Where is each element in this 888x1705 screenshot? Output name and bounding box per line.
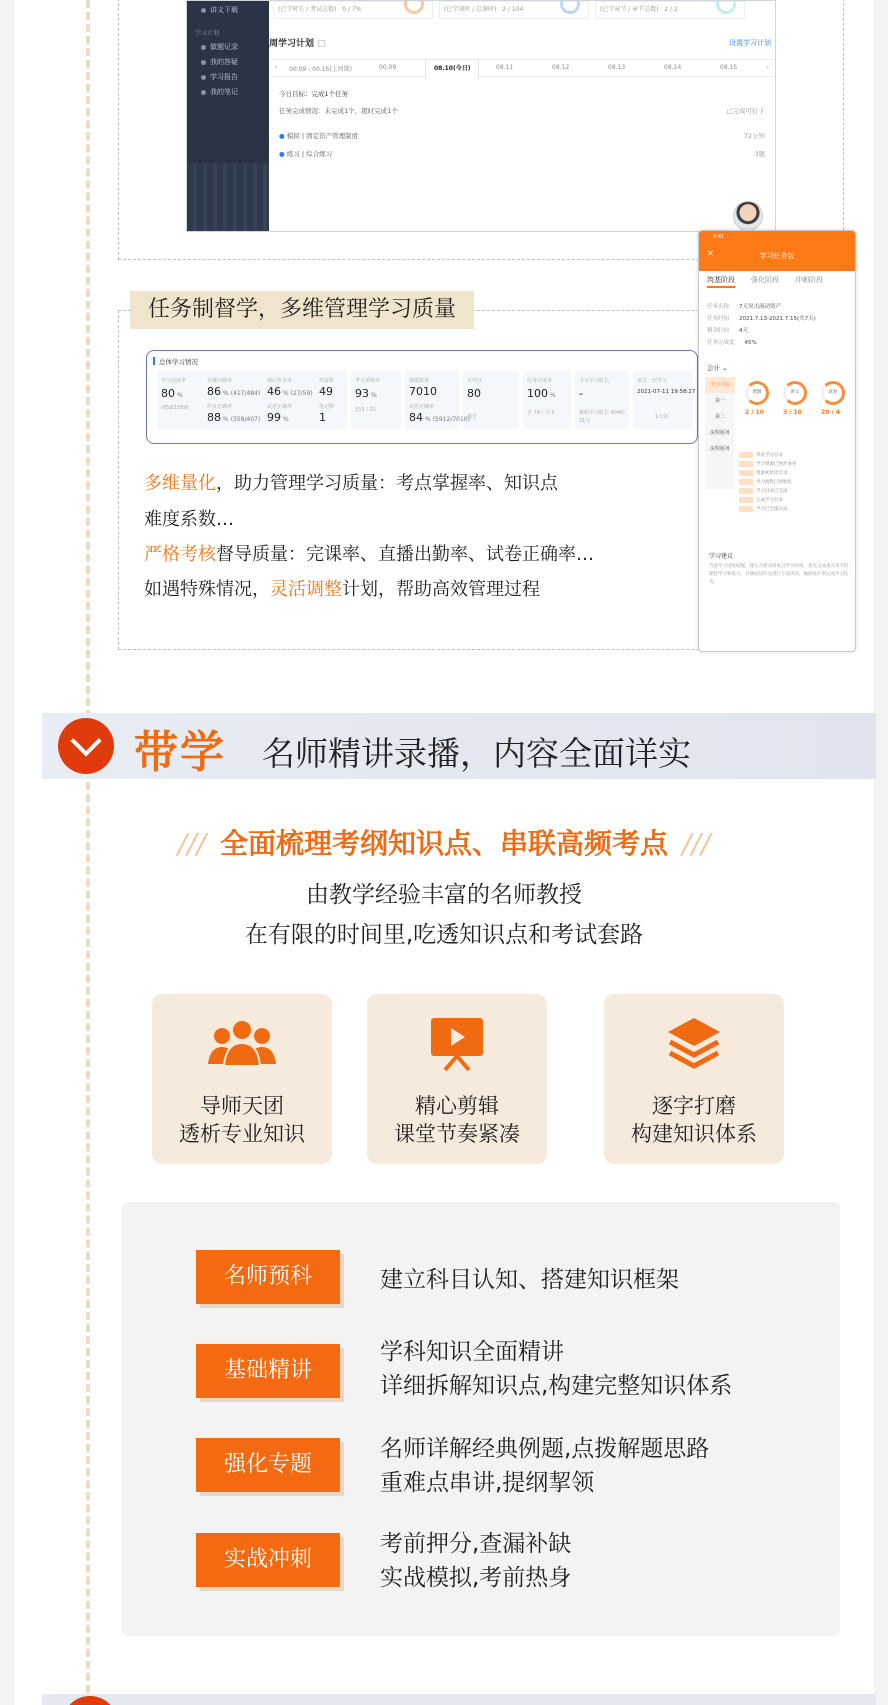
sidebar-item-handout[interactable]: 讲义下载 [201, 4, 238, 16]
date-tab[interactable]: 08.14 [664, 64, 682, 71]
feature-paragraph-line: 难度系数… [144, 509, 234, 530]
metric-label: 做题数量 [409, 378, 430, 384]
metric-label: 学习完成率 [161, 378, 187, 384]
date-tab[interactable]: 08.11 [496, 64, 514, 71]
stage-desc: 实战模拟,考前热身 [380, 1565, 572, 1591]
sidebar-item[interactable]: 我的答疑 [201, 56, 238, 68]
metric-value: 93 % [355, 387, 377, 400]
date-tab[interactable]: 08.15 [720, 64, 738, 71]
metric-label: 平均分 [467, 378, 483, 384]
metric-value: 84 % (5912/7010) [409, 411, 470, 424]
sidebar-item[interactable]: 学习报告 [201, 71, 238, 83]
section-subtitle: 名师精讲录播，内容全面详实 [262, 734, 691, 773]
metric-value: 88 % (358/407) [207, 411, 261, 424]
chevron-down-icon: ⌄ [722, 364, 728, 372]
progress-ring [560, 0, 580, 14]
side-item[interactable]: 学习目标 [705, 377, 735, 393]
dashboard-label: 总体学习情况 [159, 358, 198, 366]
ring-value: 3 / 10 [783, 409, 802, 416]
sidebar-item[interactable]: 我的笔记 [201, 86, 238, 98]
date-row [269, 59, 775, 77]
feature-card [604, 994, 784, 1164]
prev-week-arrow[interactable]: ‹ [275, 64, 278, 71]
date-tab[interactable]: 08.12 [552, 64, 570, 71]
next-week-arrow[interactable]: › [766, 64, 769, 71]
record-icon [201, 45, 206, 50]
feature-paragraph-line: 多维量化，助力管理学习质量：考点掌握率、知识点 [144, 473, 558, 494]
stage-desc: 学科知识全面精讲 [380, 1339, 564, 1365]
tab-sprint[interactable]: 冲刺阶段 [795, 276, 823, 284]
metric-value: 86 % (417/484) [207, 385, 261, 398]
task-check-toggle[interactable]: 已完成可打卡 [726, 107, 765, 115]
metric-label: 作业正确率 [207, 404, 233, 410]
phone-header [699, 231, 855, 271]
edit-icon[interactable]: ▢ [317, 39, 326, 49]
progress-ring [716, 0, 736, 14]
stage-desc: 重难点串讲,提纲挈领 [380, 1470, 595, 1496]
metric-sub: 153 / 22 [355, 407, 376, 413]
desktop-sidebar [187, 1, 269, 232]
task-item[interactable]: ● 模拟 | 固定资产管理制度 [279, 132, 359, 140]
list-item[interactable]: 学习目录已完成 [739, 487, 851, 496]
bookshelf-image [187, 163, 269, 232]
today-goal: 今日目标：完成1个任务 [279, 90, 349, 98]
phone-screenshot [698, 230, 856, 652]
sidebar-item[interactable]: 做题记录 [201, 41, 238, 53]
stage-desc: 详细拆解知识点,构建完整知识体系 [380, 1373, 733, 1399]
progress-ring [404, 0, 424, 14]
side-item[interactable]: 第一 [714, 398, 725, 404]
list-item[interactable]: 资源初始化目录 [739, 469, 851, 478]
metric-value: 49 [319, 385, 333, 398]
stage-button-strengthen[interactable]: 强化专题 [196, 1438, 340, 1492]
feature-paragraph-line: 如遇特殊情况，灵活调整计划，帮助高效管理过程 [144, 579, 540, 600]
metric-value: 99 % [267, 411, 289, 424]
metric-label: 试卷正确率 [409, 404, 435, 410]
metric-label: 课后作业率 [267, 378, 293, 384]
phone-tabs [699, 271, 855, 287]
next-section-bar [42, 1694, 876, 1705]
stage-button-sprint[interactable]: 实战冲刺 [196, 1533, 340, 1587]
label-bar [153, 357, 155, 365]
metric-label: 试卷正确率 [267, 404, 293, 410]
highlight-title: /// 全面梳理考纲知识点、串联高频考点 /// [177, 827, 711, 860]
feature-paragraph-line: 严格考核督导质量：完课率、直播出勤率、试卷正确率… [144, 544, 594, 565]
close-icon[interactable]: ✕ [707, 249, 714, 258]
metric-sub: 1天前 [655, 414, 669, 420]
note-icon [201, 90, 206, 95]
report-icon [201, 75, 206, 80]
list-item[interactable]: 学习流程已初始化 [739, 478, 851, 487]
task-meta: 3题 [754, 150, 765, 158]
metric-label: 任务完成率 [527, 378, 553, 384]
metric-value: 80 [467, 387, 481, 400]
metric-value: 1 [319, 411, 326, 424]
stat-card: (已学课时 / 总课时) 2 / 104 [439, 1, 589, 19]
desktop-main [269, 1, 775, 232]
metric-sub: 通过 [467, 414, 478, 420]
stage-button-basic[interactable]: 基础精讲 [196, 1344, 340, 1398]
chevron-down-icon [58, 718, 114, 774]
tab-foundation[interactable]: 筑基阶段 [707, 275, 735, 288]
metric-label: 最近一次学习 [637, 378, 668, 384]
task-status: 任务完成情况：未完成1个，超时完成1个 [279, 107, 398, 115]
section-pill-title: 任务制督学，多维管理学习质量 [130, 291, 474, 329]
side-item[interactable]: 第二 [714, 414, 725, 420]
metric-value: 7010 [409, 385, 437, 398]
intro-line: 由教学经验丰富的名师教授 [306, 882, 582, 908]
section-title: 带学 [134, 727, 226, 778]
date-tab[interactable]: 00.09 - 00.15(上周期) [289, 66, 353, 73]
feature-desc: 透析专业知识 [179, 1122, 305, 1146]
metric-label: 答疑数 [319, 378, 335, 384]
feature-title: 逐字打磨 [652, 1094, 736, 1118]
list-item[interactable]: 学习已全部完成 [739, 505, 851, 514]
cloud-icon [201, 8, 206, 13]
stat-card: (已学时长 / 考试总数) 0 / 7% [273, 1, 433, 19]
metric-label: 直播出勤率 [207, 378, 233, 384]
qa-icon [201, 60, 206, 65]
stage-button-preparatory[interactable]: 名师预科 [196, 1250, 340, 1304]
metric-sub: (659/1059) [161, 405, 189, 411]
metric-sub: 计 74 / 共 0 [527, 410, 555, 416]
date-tab[interactable]: 00.09 [379, 64, 397, 71]
plan-title: 周学习计划 ▢ [269, 39, 326, 49]
suggestion-title: 学习建议 [709, 553, 734, 560]
metric-sub: 累积学习时长 404时31分 [579, 410, 626, 424]
team-icon [206, 1016, 278, 1070]
metric-value: 2021-07-11 19:58:27 [637, 389, 696, 395]
task-item[interactable]: ● 练习 | 综合练习 [279, 150, 333, 158]
metric-value: 100 % [527, 387, 556, 400]
ring-value: 20 / 4 [821, 409, 840, 416]
subject-dropdown[interactable]: 会计 ⌄ [707, 364, 728, 372]
feature-card [367, 994, 547, 1164]
metric-label: 笔记数 [319, 404, 335, 410]
metric-value: - [579, 387, 583, 400]
sidebar-section: 学习计划 [195, 30, 220, 37]
task-dot-icon: ● [279, 132, 287, 140]
stat-card: (已学章节 / 章节总数) 2 / 2 [595, 1, 745, 19]
date-tab-current[interactable]: 08.10(今日) [425, 59, 479, 78]
intro-line: 在有限的时间里,吃透知识点和考试套路 [244, 922, 644, 948]
progress-ring: 讲义 [783, 381, 807, 405]
metric-value: 46 % (27/59) [267, 385, 313, 398]
desktop-screenshot [186, 0, 776, 232]
stage-desc: 考前押分,查漏补缺 [380, 1531, 572, 1557]
list-item[interactable]: 列表学习目录 [739, 451, 851, 460]
metric-label: 考点掌握率 [355, 378, 381, 384]
feature-title: 导师天团 [200, 1094, 284, 1118]
tab-strengthen[interactable]: 强化阶段 [751, 276, 779, 284]
suggestion-text: 当前学习进度较慢，建议合理安排每日学习时间，优先完成重点章节的课程学习和练习，对薄弱知识点进行专项巩固，确保按计划完成学习任务。 [709, 564, 849, 585]
ring-value: 2 / 10 [745, 409, 764, 416]
metric-label: 今日学习时长 [579, 378, 610, 384]
feature-title: 精心剪辑 [415, 1094, 499, 1118]
task-info: 任务名称 7天突击流动资产 任务时间 2021.7.13-2021.7.15(共7天) 剩余时间 4天 任务完成度 45% [707, 304, 816, 346]
phone-task-list [739, 451, 851, 514]
stage-desc: 建立科目认知、搭建知识框架 [380, 1267, 679, 1293]
status-time: 9:41 [713, 234, 725, 240]
list-item[interactable]: 完成学习目录 [739, 496, 851, 505]
learning-dashboard-card [146, 350, 698, 444]
set-plan-link[interactable]: 设置学习计划 [729, 39, 771, 47]
list-item[interactable]: 学习资源已初步查看 [739, 460, 851, 469]
phone-side-menu [705, 377, 735, 489]
feature-desc: 构建知识体系 [631, 1122, 757, 1146]
progress-ring: 资源 [745, 381, 769, 405]
layers-icon [664, 1016, 724, 1072]
date-tab[interactable]: 08.13 [608, 64, 626, 71]
side-item[interactable]: 流程服务 [709, 430, 730, 436]
progress-ring: 试卷 [821, 381, 845, 405]
side-item[interactable]: 流程服务 [709, 446, 730, 452]
phone-title: 学习任务包 [759, 252, 795, 260]
stage-desc: 名师详解经典例题,点拨解题思路 [380, 1436, 710, 1462]
feature-card [152, 994, 332, 1164]
feature-desc: 课堂节奏紧凑 [394, 1122, 520, 1146]
metric-value: 80 % [161, 387, 183, 400]
progress-rings [739, 381, 853, 417]
task-meta: 72分钟 [743, 132, 765, 140]
teacher-avatar[interactable] [733, 201, 763, 231]
task-dot-icon: ● [279, 150, 287, 158]
video-play-icon [427, 1016, 487, 1072]
